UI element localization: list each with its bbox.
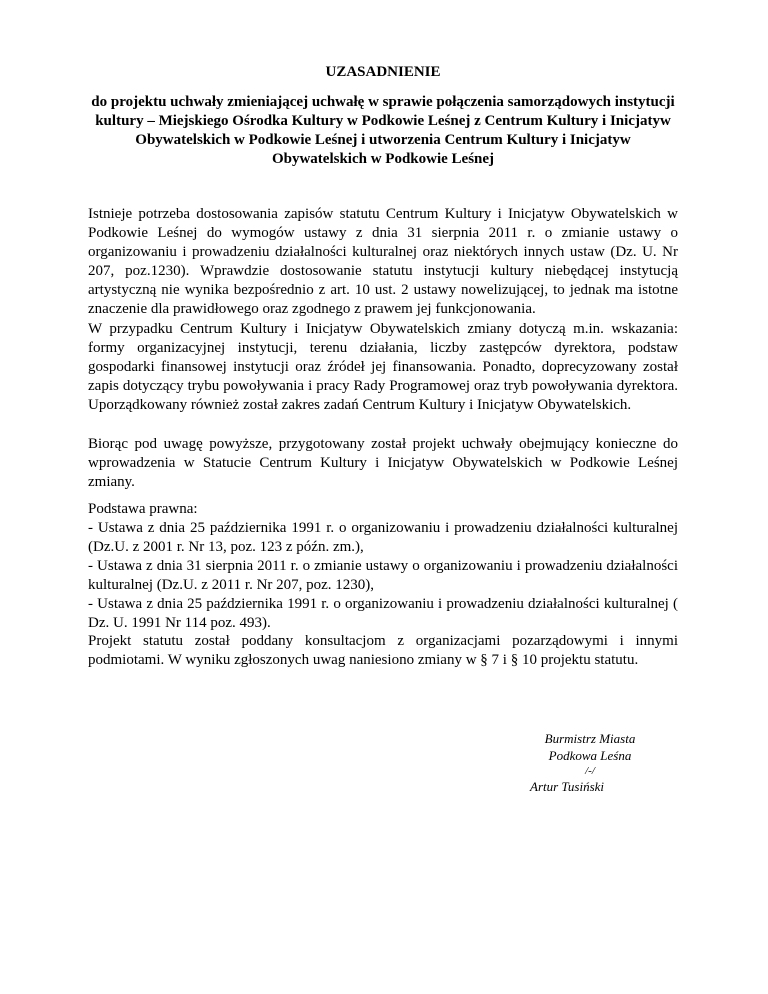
document-title: UZASADNIENIE xyxy=(325,64,441,80)
legal-basis-item: - Ustawa z dnia 25 października 1991 r. o organizowaniu i prowadzeniu działalności kulturalnej ( Dz. U. 1991 Nr 114 poz. 493). xyxy=(88,596,678,631)
legal-basis-section xyxy=(88,500,678,633)
legal-basis-item: - Ustawa z dnia 31 sierpnia 2011 r. o zmianie ustawy o organizowaniu i prowadzeniu działalności kulturalnej (Dz.U. z 2011 r. Nr 207, poz. 1230), xyxy=(88,558,678,593)
signature-mark: /-/ xyxy=(585,765,595,777)
closing-paragraph: Projekt statutu został poddany konsultacjom z organizacjami pozarządowymi i innymi podmiotami. W wyniku zgłoszonych uwag naniesiono zmiany w § 7 i § 10 projektu statutu. xyxy=(88,633,678,668)
paragraph-2: W przypadku Centrum Kultury i Inicjatyw Obywatelskich zmiany dotyczą m.in. wskazania: formy organizacyjnej instytucji, terenu działania, liczby zastępców dyrektora, podstaw gospodarki finansowej instytucji oraz źródeł jej finansowania. Ponadto, doprecyzowany został zapis dotyczący trybu powoływania i pracy Rady Programowej oraz tryb powoływania dyrektora. Uporządkowany również został zakres zadań Centrum Kultury i Inicjatyw Obywatelskich. xyxy=(88,321,678,413)
legal-basis-item: - Ustawa z dnia 25 października 1991 r. o organizowaniu i prowadzeniu działalności kulturalnej (Dz.U. z 2001 r. Nr 13, poz. 123 z późn. zm.), xyxy=(88,520,678,555)
signature-role-line-2: Podkowa Leśna xyxy=(548,748,632,763)
signature-role-line-1: Burmistrz Miasta xyxy=(544,731,636,746)
signature-name: Artur Tusiński xyxy=(530,779,605,794)
document-subtitle: do projektu uchwały zmieniającej uchwałę w sprawie połączenia samorządowych instytucji kultury – Miejskiego Ośrodka Kultury w Podkowie Leśnej z Centrum Kultury i Inicjatyw Obywatelskich w Podkowie Leśnej i utworzenia Centrum Kultury i Inicjatyw Obywatelskich w Podkowie Leśnej xyxy=(91,94,675,167)
signature-block xyxy=(530,730,650,795)
legal-basis-heading: Podstawa prawna: xyxy=(88,501,198,517)
paragraph-1: Istnieje potrzeba dostosowania zapisów statutu Centrum Kultury i Inicjatyw Obywatelskich w Podkowie Leśnej do wymogów ustawy z dnia 31 sierpnia 2011 r. o zmianie ustawy o organizowaniu i prowadzeniu działalności kulturalnej oraz niektórych innych ustaw (Dz. U. Nr 207, poz.1230). Wprawdzie dostosowanie statutu instytucji kultury niebędącej instytucją artystyczną nie wynika bezpośrednio z art. 10 ust. 2 ustawy nowelizującej, to jednak ma istotne znaczenie dla prawidłowego oraz zgodnego z prawem jej funkcjonowania. xyxy=(88,206,678,317)
paragraph-3: Biorąc pod uwagę powyższe, przygotowany został projekt uchwały obejmujący konieczne do wprowadzenia w Statucie Centrum Kultury i Inicjatyw Obywatelskich w Podkowie Leśnej zmiany. xyxy=(88,436,678,490)
